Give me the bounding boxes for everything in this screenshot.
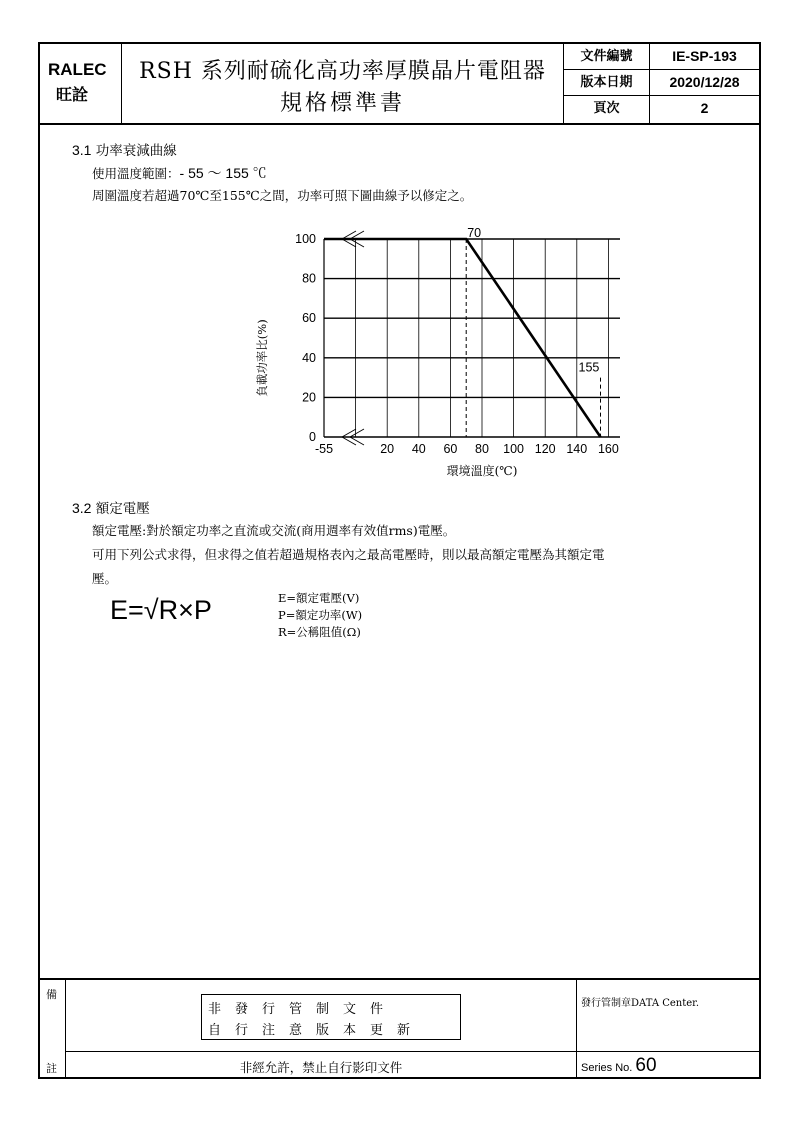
x-tick-label: 160 [597,442,619,456]
temperature-range-value: - 55 ～ 155 ℃ [179,165,267,181]
rated-voltage-definition: 額定電壓:對於額定功率之直流或交流(商用週率有效值rms)電壓。 [92,523,456,538]
rated-voltage-note-cont: 壓。 [92,571,118,586]
stamp-line1: 非發行管制文件 [208,1002,398,1017]
document-meta [564,44,759,123]
series-value: 60 [635,1055,657,1076]
company-logo [40,44,122,123]
x-tick-label: 20 [380,442,395,456]
x-tick-label: 40 [411,442,426,456]
issue-column [577,980,759,1079]
section-3-2-heading [72,497,150,517]
x-tick-label: 140 [566,442,588,456]
legend-p: P=額定功率(W) [278,608,363,622]
header-table [40,44,759,125]
meta-row-version-date [564,70,759,96]
section-number: 3.2 [72,500,92,516]
company-name-zh: 旺詮 [56,85,89,104]
annotation-155: 155 [578,360,600,375]
title-line2: 規格標準書 [279,91,405,116]
title-line1: RSH 系列耐硫化高功率厚膜晶片電阻器 [139,59,546,84]
footer-table [40,978,759,1079]
y-axis-label: 負載功率比(%) [255,319,269,397]
section-title: 額定電壓 [95,501,150,517]
temperature-range [92,163,267,183]
meta-row-page [564,96,759,123]
remarks-label-bottom: 註 [46,1062,57,1075]
section-3-1-heading [72,139,177,159]
section-title: 功率衰減曲線 [95,143,177,159]
y-tick-label: 20 [302,390,316,405]
y-tick-label: 0 [309,430,316,444]
series-label: Series No. [581,1062,633,1074]
company-name-en: RALEC [48,60,107,79]
remarks-column [40,980,66,1079]
copy-notice: 非經允許，禁止自行影印文件 [239,1060,403,1075]
uncontrolled-document-stamp [201,994,461,1040]
legend-e: E=額定電壓(V) [278,591,360,605]
voltage-formula: E=√R×P [110,595,212,625]
notice-column [66,980,577,1079]
divider [577,1051,759,1052]
meta-value: 2020/12/28 [669,74,740,90]
x-tick-label: 80 [475,442,489,456]
rated-voltage-note: 可用下列公式求得，但求得之值若超過規格表內之最高電壓時，則以最高額定電壓為其額定電 [92,547,605,562]
meta-key: 版本日期 [564,70,650,95]
x-tick-label: 100 [503,442,525,456]
annotation-70: 70 [467,226,482,240]
y-tick-label: 40 [302,350,316,365]
x-axis-label: 環境溫度(℃) [446,464,518,478]
section-number: 3.1 [72,142,92,158]
series-number [581,1055,657,1077]
y-tick-label: 100 [295,232,316,246]
x-tick-label: 120 [534,442,556,456]
stamp-line2: 自行注意版本更新 [208,1023,425,1038]
x-tick-label: 60 [443,442,458,456]
issue-label: 發行管制章DATA Center. [581,998,700,1009]
y-tick-label: 60 [302,311,316,326]
formula-legend [278,590,362,641]
legend-r: R=公稱阻值(Ω) [278,625,361,639]
meta-value: IE-SP-193 [672,48,737,64]
derating-note: 周圍溫度若超過70℃至155℃之間，功率可照下圖曲線予以修定之。 [92,188,473,203]
meta-row-doc-no [564,44,759,70]
derating-chart [220,225,620,495]
document-title [122,44,564,123]
y-tick-label: 80 [302,271,316,286]
derating-curve [324,239,601,437]
document-frame [38,42,761,1079]
x-tick-label: -55 [314,442,334,456]
meta-value: 2 [700,100,709,116]
remarks-label-top: 備 [46,988,57,1001]
divider [66,1051,576,1052]
meta-key: 文件編號 [564,44,650,69]
temperature-range-label: 使用溫度範圍： [92,166,180,181]
meta-key: 頁次 [564,96,650,123]
